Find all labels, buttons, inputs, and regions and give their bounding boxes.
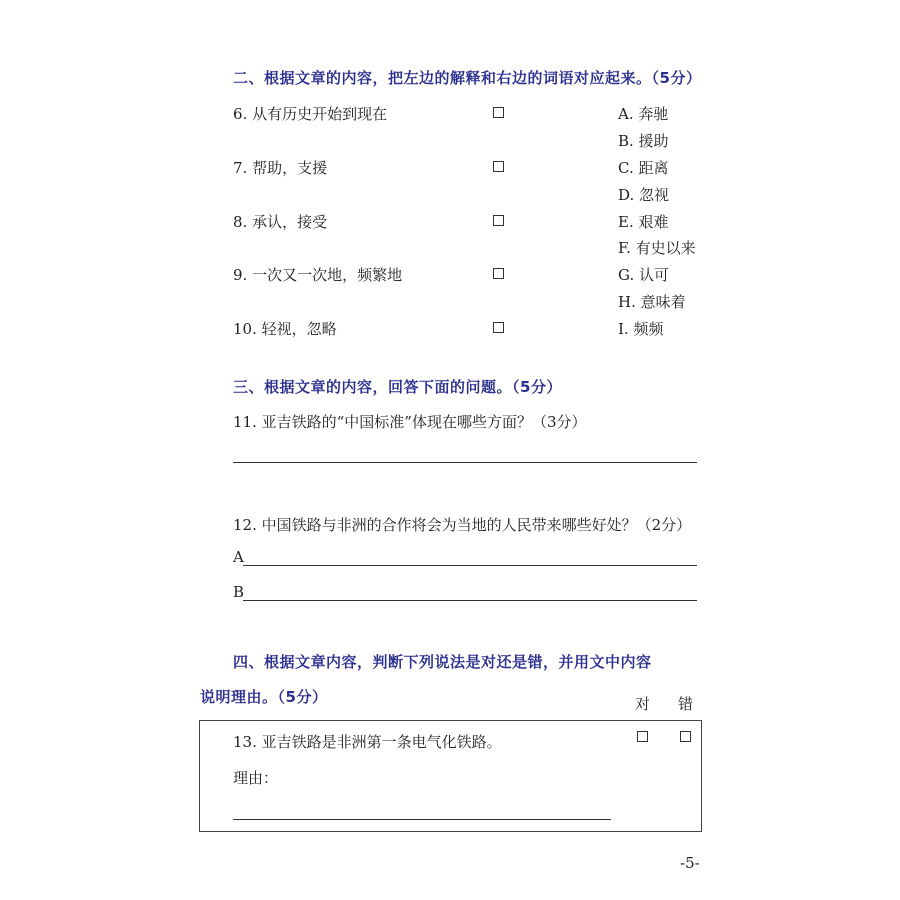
choice-a: A. 奔驰 <box>618 105 669 123</box>
answer-line-12a[interactable] <box>243 565 697 566</box>
column-false-label: 错 <box>678 695 694 713</box>
choice-c: C. 距离 <box>618 159 669 177</box>
choice-e: E. 艰难 <box>618 213 669 231</box>
answer-box-7[interactable] <box>493 161 504 172</box>
true-checkbox-13[interactable] <box>637 731 648 742</box>
answer-label-b: B <box>233 583 245 601</box>
question-12: 12. 中国铁路与非洲的合作将会为当地的人民带来哪些好处？（2分） <box>233 516 692 534</box>
reason-answer-line[interactable] <box>233 819 611 820</box>
question-13: 13. 亚吉铁路是非洲第一条电气化铁路。 <box>233 733 502 751</box>
choice-g: G. 认可 <box>618 266 669 284</box>
match-item-7: 7. 帮助，支援 <box>233 159 328 177</box>
false-checkbox-13[interactable] <box>680 731 691 742</box>
page-number: -5- <box>680 854 700 872</box>
section4-heading-line2: 说明理由。（5分） <box>200 688 328 706</box>
answer-box-8[interactable] <box>493 215 504 226</box>
question-11: 11. 亚吉铁路的“中国标准”体现在哪些方面？（3分） <box>233 413 587 431</box>
answer-label-a: A <box>233 548 244 566</box>
choice-d: D. 忽视 <box>618 186 670 204</box>
section3-heading: 三、根据文章的内容，回答下面的问题。（5分） <box>233 378 562 396</box>
choice-h: H. 意味着 <box>618 293 686 311</box>
choice-b: B. 援助 <box>618 132 669 150</box>
choice-i: I. 频频 <box>618 320 664 338</box>
match-item-10: 10. 轻视，忽略 <box>233 320 337 338</box>
section4-heading-line1: 四、根据文章内容，判断下列说法是对还是错，并用文中内容 <box>233 653 652 671</box>
answer-line-12b[interactable] <box>243 600 697 601</box>
answer-box-6[interactable] <box>493 107 504 118</box>
match-item-6: 6. 从有历史开始到现在 <box>233 105 388 123</box>
choice-f: F. 有史以来 <box>618 239 696 257</box>
match-item-9: 9. 一次又一次地，频繁地 <box>233 266 403 284</box>
match-item-8: 8. 承认，接受 <box>233 213 328 231</box>
answer-box-10[interactable] <box>493 322 504 333</box>
section2-heading: 二、根据文章的内容，把左边的解释和右边的词语对应起来。（5分） <box>233 69 702 87</box>
reason-label: 理由： <box>233 769 279 787</box>
answer-line-11[interactable] <box>233 462 697 463</box>
answer-box-9[interactable] <box>493 268 504 279</box>
column-true-label: 对 <box>635 695 651 713</box>
